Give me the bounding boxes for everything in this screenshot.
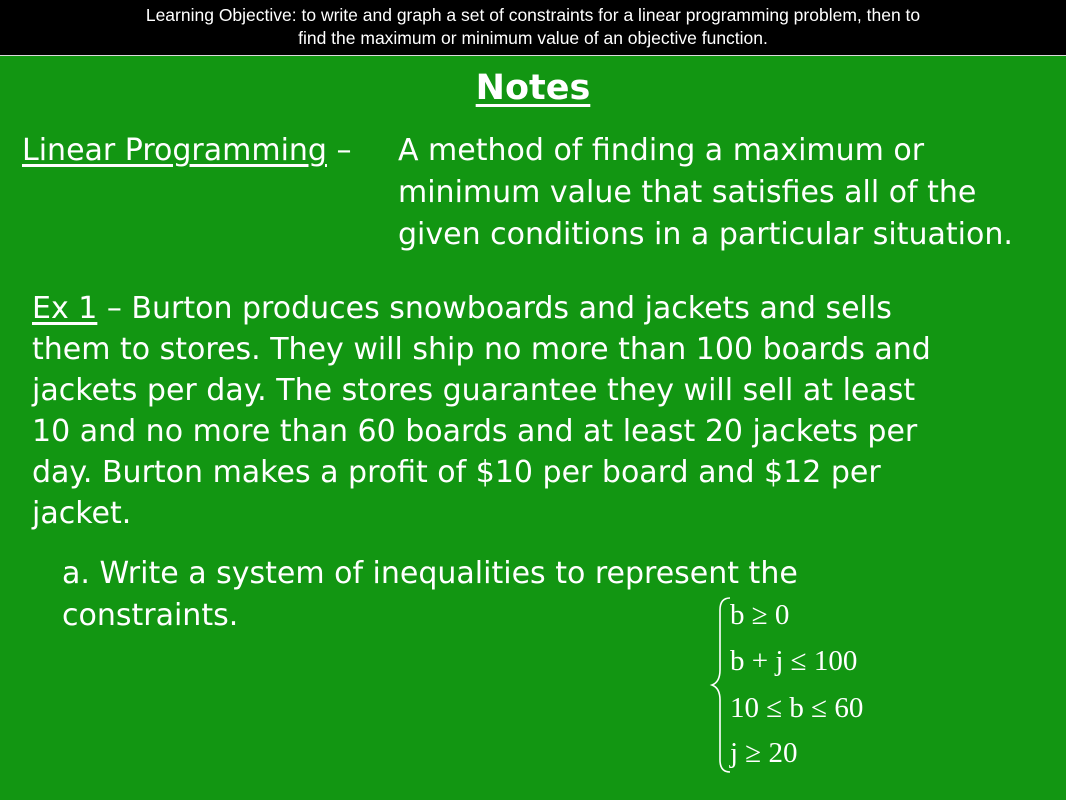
example-line: 10 and no more than 60 boards and at least 20 jackets per	[32, 414, 918, 449]
notes-title: Notes	[475, 68, 591, 108]
inequality-system-graphic	[700, 590, 900, 775]
example-label: Ex 1	[32, 291, 98, 326]
inequality-system	[700, 590, 900, 775]
term-dash: –	[326, 133, 352, 168]
term-linear-programming: Linear Programming	[22, 133, 327, 168]
left-brace-icon	[712, 598, 730, 772]
example-line: jacket.	[32, 496, 132, 531]
part-a-prompt	[62, 553, 798, 637]
definition-line: given conditions in a particular situation.	[398, 217, 1013, 252]
example-first-line: – Burton produces snowboards and jackets and sells	[97, 291, 892, 326]
inequality-board-range: 10 ≤ b ≤ 60	[730, 692, 864, 724]
example-line: them to stores. They will ship no more than 100 boards and	[32, 332, 931, 367]
part-a-line: constraints.	[62, 598, 239, 633]
objective-line-1: Learning Objective: to write and graph a set of constraints for a linear programming problem, then to	[145, 5, 921, 25]
definition-line: minimum value that satisfies all of the	[398, 175, 977, 210]
example-line: jackets per day. The stores guarantee they will sell at least	[32, 373, 916, 408]
example-line	[32, 288, 931, 329]
definition-line: A method of finding a maximum or	[398, 133, 925, 168]
definition-text	[398, 130, 1013, 256]
objective-line-2: find the maximum or minimum value of an objective function.	[298, 28, 768, 48]
definition-term	[22, 130, 352, 172]
inequality-b-nonnegative: b ≥ 0	[730, 599, 790, 631]
learning-objective-banner	[0, 0, 1066, 56]
example-line: day. Burton makes a profit of $10 per board and $12 per	[32, 455, 881, 490]
inequality-total-capacity: b + j ≤ 100	[730, 645, 858, 677]
part-a-line: a. Write a system of inequalities to represent the	[62, 556, 798, 591]
example-1-text	[32, 288, 931, 534]
inequality-jacket-minimum: j ≥ 20	[730, 737, 798, 769]
